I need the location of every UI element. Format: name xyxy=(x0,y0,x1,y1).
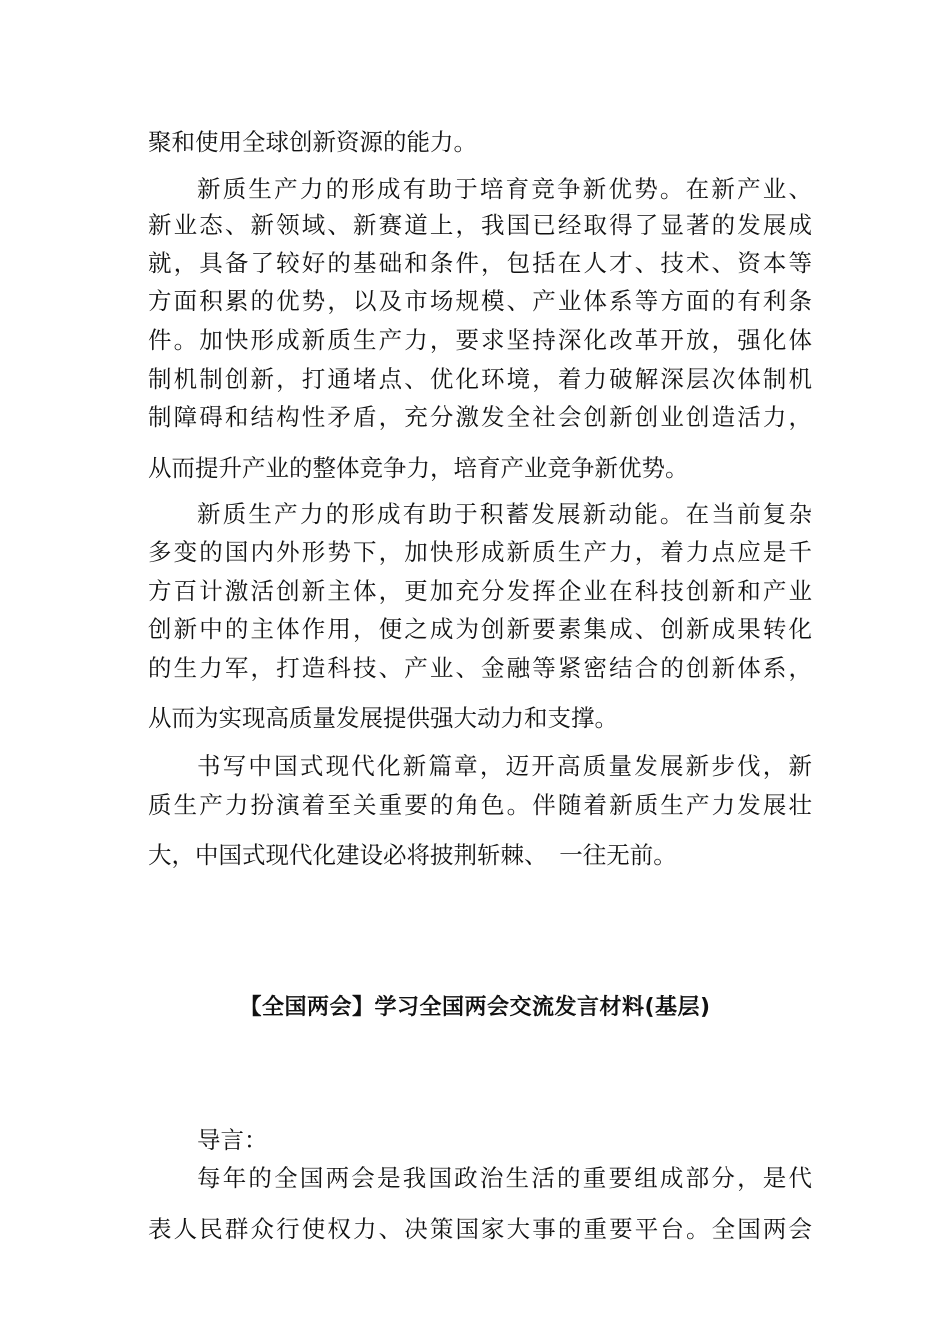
text-line: 创新中的主体作用，便之成为创新要素集成、创新成果转化 xyxy=(148,615,812,643)
text-line: 新质生产力的形成有助于积蓄发展新动能。在当前复杂 xyxy=(197,500,812,528)
text-line: 每年的全国两会是我国政治生活的重要组成部分，是代 xyxy=(197,1164,812,1192)
text-line: 方面积累的优势，以及市场规模、产业体系等方面的有利条 xyxy=(148,287,812,315)
text-line: 质生产力扮演着至关重要的角色。伴随着新质生产力发展壮 xyxy=(148,791,812,819)
text-line: 方百计激活创新主体，更加充分发挥企业在科技创新和产业 xyxy=(148,577,812,605)
text-line: 制障碍和结构性矛盾，充分激发全社会创新创业创造活力， xyxy=(148,403,812,431)
intro-label: 导言： xyxy=(197,1126,268,1154)
text-line: 表人民群众行使权力、决策国家大事的重要平台。全国两会 xyxy=(148,1215,812,1243)
text-line: 新业态、新领域、新赛道上，我国已经取得了显著的发展成 xyxy=(148,211,812,239)
text-line: 从而为实现高质量发展提供强大动力和支撑。 xyxy=(148,704,618,732)
text-line: 聚和使用全球创新资源的能力。 xyxy=(148,128,477,156)
text-line: 的生力军，打造科技、产业、金融等紧密结合的创新体系， xyxy=(148,654,812,682)
text-line: 从而提升产业的整体竞争力，培育产业竞争新优势。 xyxy=(148,454,689,482)
text-line: 书写中国式现代化新篇章，迈开高质量发展新步伐，新 xyxy=(197,752,812,780)
text-line: 大，中国式现代化建设必将披荆斩棘、 一往无前。 xyxy=(148,841,677,869)
text-line: 新质生产力的形成有助于培育竞争新优势。在新产业、 xyxy=(197,175,812,203)
text-line: 多变的国内外形势下，加快形成新质生产力，着力点应是千 xyxy=(148,538,812,566)
text-line: 就，具备了较好的基础和条件，包括在人才、技术、资本等 xyxy=(148,249,812,277)
text-line: 制机制创新，打通堵点、优化环境，着力破解深层次体制机 xyxy=(148,365,812,393)
text-line: 件。加快形成新质生产力，要求坚持深化改革开放，强化体 xyxy=(148,326,812,354)
section-heading: 【全国两会】学习全国两会交流发言材料(基层) xyxy=(239,995,711,1020)
